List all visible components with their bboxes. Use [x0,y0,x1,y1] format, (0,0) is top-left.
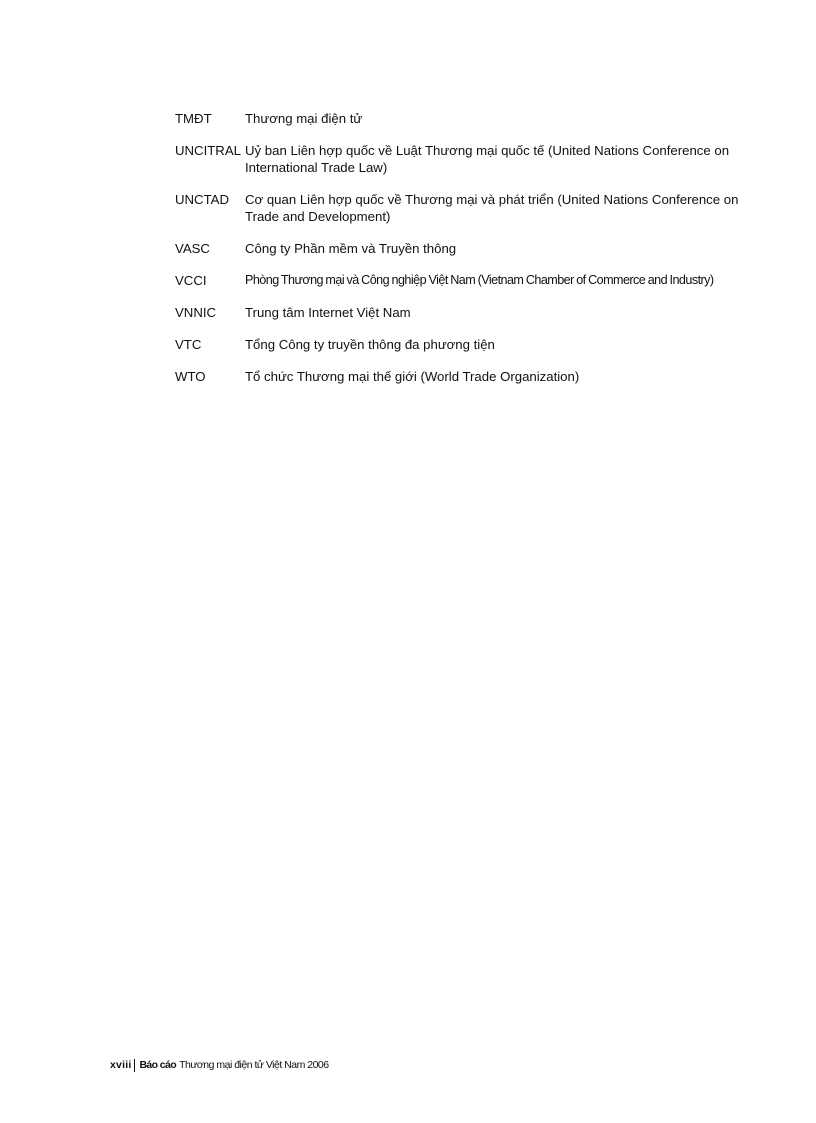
report-title-bold: Báo cáo [139,1059,177,1071]
abbreviation-row-unctad [175,191,755,225]
abbreviation-definition: Cơ quan Liên hợp quốc về Thương mại và phát triển (United Nations Conference on Trade and Development) [245,192,739,224]
page-number: xviii [110,1059,132,1071]
abbreviation-row-wto [175,368,755,385]
abbreviation-definition: Phòng Thương mại và Công nghiệp Việt Nam (Vietnam Chamber of Commerce and Industry) [245,273,714,287]
abbreviation-term: VTC [175,337,202,352]
abbreviation-definition: Thương mại điện tử [245,111,363,126]
abbreviation-term: VCCI [175,273,207,288]
abbreviation-row-vnnic [175,304,755,321]
abbreviation-row-uncitral [175,142,755,176]
abbreviation-row-vtc [175,336,755,353]
abbreviation-row-vasc [175,240,755,257]
abbreviation-term: VNNIC [175,305,217,320]
abbreviation-definition: Tổ chức Thương mại thế giới (World Trade Organization) [245,369,580,384]
abbreviation-row-tmdt [175,110,755,127]
abbreviation-term: VASC [175,241,210,256]
page-footer [110,1058,329,1072]
abbreviation-definition: Tổng Công ty truyền thông đa phương tiện [245,337,495,352]
abbreviation-row-vcci [175,272,755,289]
abbreviation-term: TMĐT [175,111,212,126]
abbreviation-definition: Công ty Phần mềm và Truyền thông [245,241,457,256]
report-title-rest: Thương mại điện tử Việt Nam 2006 [179,1059,329,1071]
abbreviation-list [175,110,755,400]
footer-divider [134,1059,135,1072]
abbreviation-definition: Trung tâm Internet Việt Nam [245,305,411,320]
abbreviation-term: UNCTAD [175,192,229,207]
abbreviation-term: UNCITRAL [175,143,241,158]
abbreviation-definition: Uỷ ban Liên hợp quốc về Luật Thương mại quốc tế (United Nations Conference on International Trade Law) [245,143,730,175]
abbreviation-term: WTO [175,369,206,384]
